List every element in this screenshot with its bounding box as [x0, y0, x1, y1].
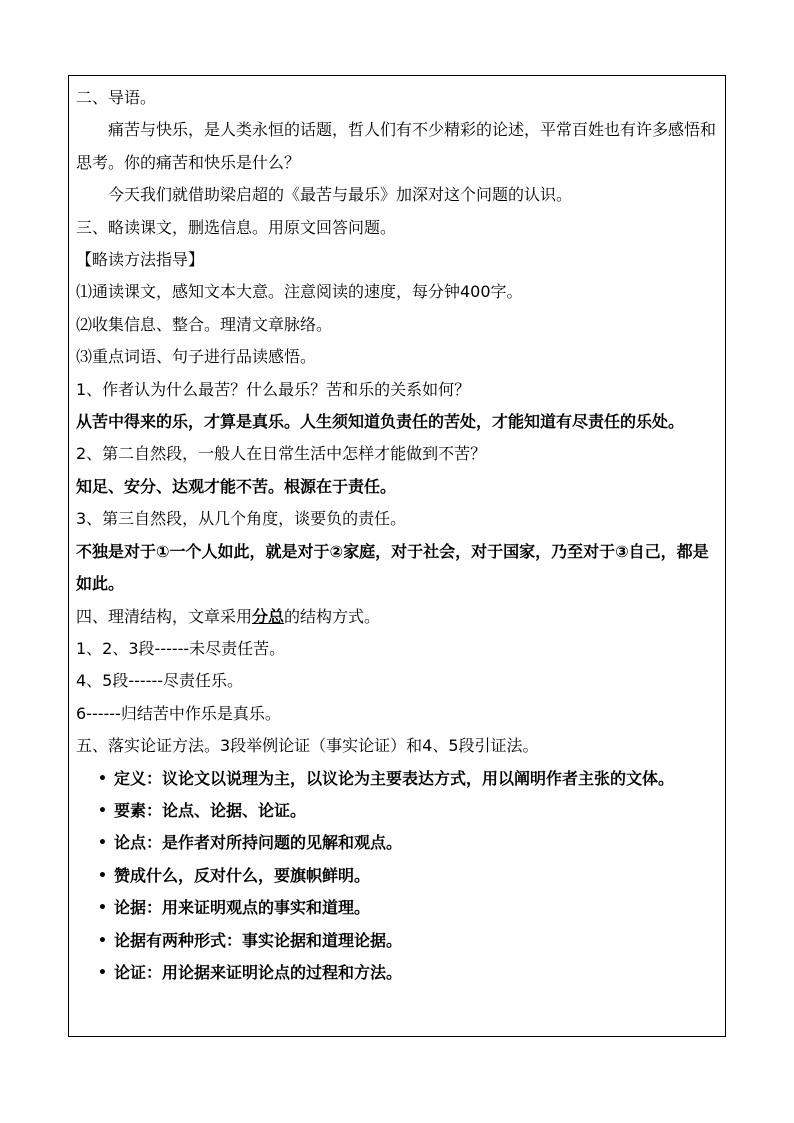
bullet-text: 论证：用论据来证明论点的过程和方法。	[114, 962, 403, 982]
document-body	[76, 82, 722, 989]
reading-method-3: ⑶重点词语、句子进行品读感悟。	[76, 347, 317, 367]
list-item	[76, 925, 722, 957]
structure-emphasis: 分总	[252, 606, 285, 626]
list-item	[76, 860, 722, 892]
intro-paragraph: 痛苦与快乐，是人类永恒的话题，哲人们有不少精彩的论述，平常百姓也有许多感悟和思考。你的痛苦和快乐是什么？	[76, 120, 717, 172]
bullet-text: 赞成什么，反对什么，要旗帜鲜明。	[114, 865, 371, 885]
question-2: 2、第二自然段，一般人在日常生活中怎样才能做到不苦？	[76, 444, 487, 464]
bullet-icon: •	[98, 932, 107, 949]
bullet-icon: •	[98, 900, 107, 917]
list-item	[76, 795, 722, 827]
list-item	[76, 827, 722, 859]
question-1: 1、作者认为什么最苦？什么最乐？苦和乐的关系如何？	[76, 379, 471, 399]
argument-bullet-list	[76, 763, 722, 990]
bullet-icon: •	[98, 835, 107, 852]
reading-method-title: 【略读方法指导】	[76, 250, 205, 270]
bullet-icon: •	[98, 802, 107, 819]
section-3-heading: 三、略读课文，删选信息。用原文回答问题。	[76, 217, 397, 237]
bullet-icon: •	[98, 867, 107, 884]
bullet-text: 论点：是作者对所持问题的见解和观点。	[114, 833, 403, 853]
answer-2: 知足、安分、达观才能不苦。根源在于责任。	[76, 476, 397, 496]
list-item	[76, 892, 722, 924]
bullet-text: 论据有两种形式：事实论据和道理论据。	[114, 930, 403, 950]
section-2-heading: 二、导语。	[76, 88, 157, 107]
reading-method-2: ⑵收集信息、整合。理清文章脉络。	[76, 314, 333, 334]
bullet-text: 要素：论点、论据、论证。	[114, 800, 307, 820]
section-4-heading	[76, 601, 722, 633]
answer-1: 从苦中得来的乐，才算是真乐。人生须知道负责任的苦处，才能知道有尽责任的乐处。	[76, 412, 685, 432]
bullet-text: 论据：用来证明观点的事实和道理。	[114, 898, 371, 918]
section-4-heading-prefix: 四、理清结构，文章采用	[76, 606, 253, 626]
bullet-icon: •	[98, 964, 107, 981]
list-item	[76, 957, 722, 989]
structure-line-1: 1、2、3段------未尽责任苦。	[76, 638, 286, 658]
section-4-heading-suffix: 的结构方式。	[284, 606, 381, 626]
bullet-text: 定义：议论文以说理为主，以议论为主要表达方式，用以阐明作者主张的文体。	[114, 768, 675, 788]
question-3: 3、第三自然段，从几个角度，谈要负的责任。	[76, 509, 407, 529]
section-5-heading: 五、落实论证方法。3段举例论证（事实论证）和4、5段引证法。	[76, 736, 539, 756]
reading-method-1: ⑴通读课文，感知文本大意。注意阅读的速度，每分钟400字。	[76, 282, 523, 302]
answer-3: 不独是对于①一个人如此，就是对于②家庭，对于社会，对于国家，乃至对于③自己，都是如此。	[76, 541, 709, 594]
structure-line-2: 4、5段------尽责任乐。	[76, 671, 244, 691]
list-item	[76, 763, 722, 795]
bullet-icon: •	[98, 770, 107, 787]
intro-paragraph-2: 今天我们就借助梁启超的《最苦与最乐》加深对这个问题的认识。	[108, 185, 573, 205]
structure-line-3: 6------归结苦中作乐是真乐。	[76, 703, 281, 723]
